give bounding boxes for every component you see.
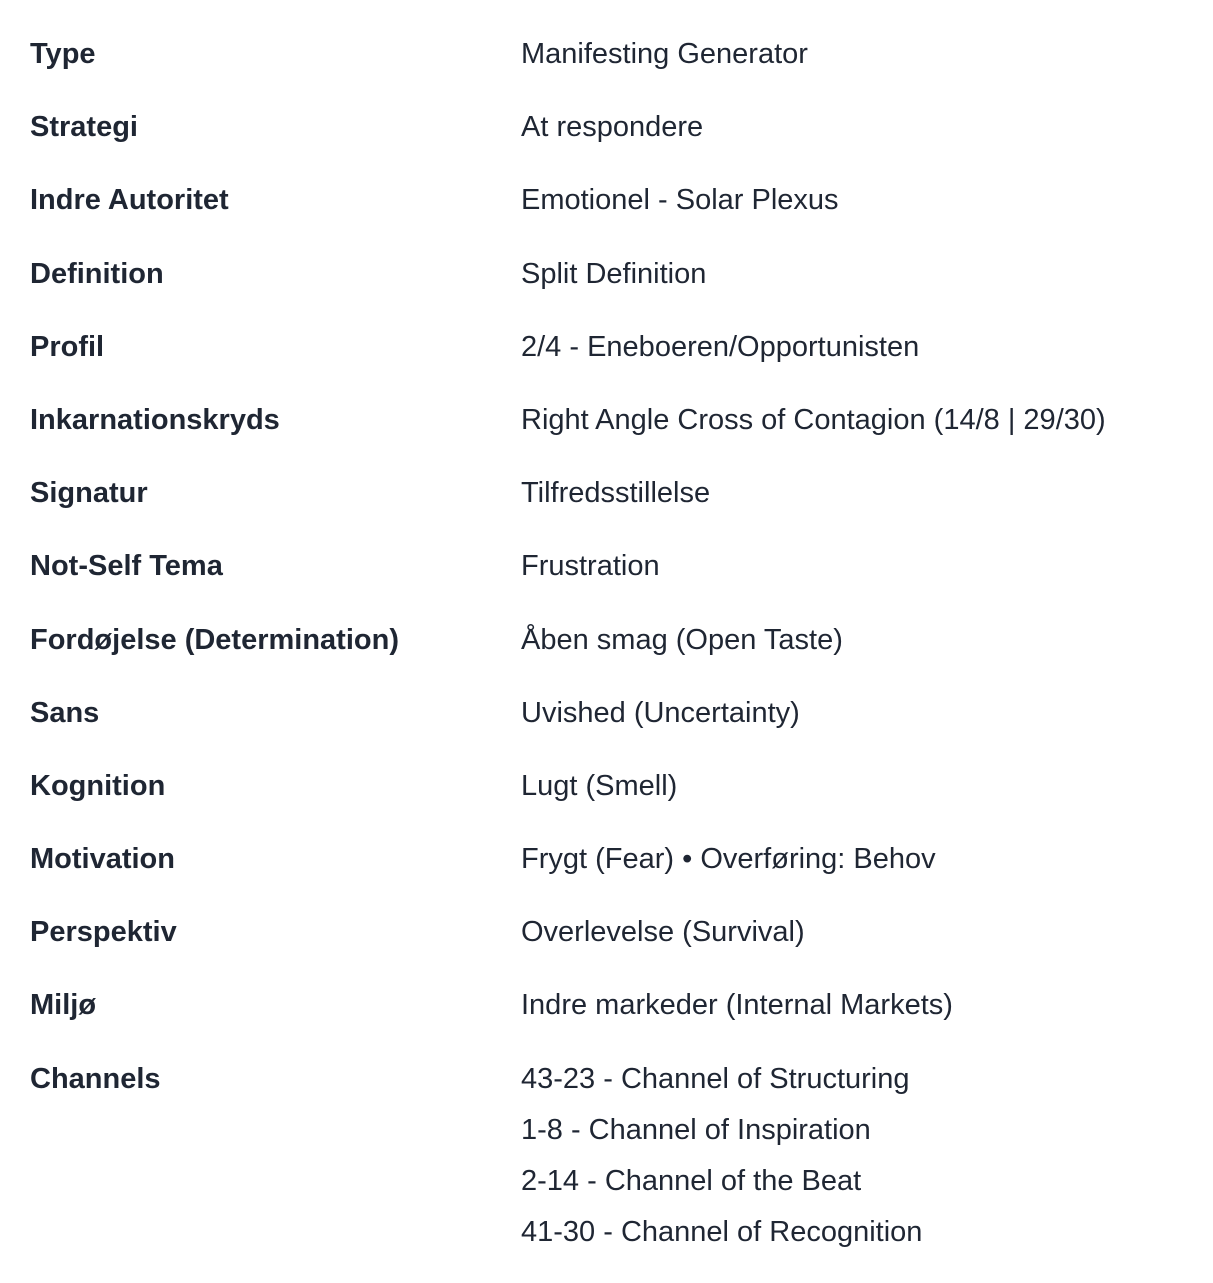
property-row-indre-autoritet [30, 180, 1200, 253]
property-value: Uvished (Uncertainty) [521, 696, 800, 729]
property-label: Strategi [30, 111, 138, 144]
property-row-profil [30, 327, 1200, 400]
property-row-strategi [30, 107, 1200, 180]
property-row-signatur [30, 473, 1200, 546]
property-row-inkarnationskryds [30, 400, 1200, 473]
property-row-not-self-tema [30, 546, 1200, 619]
channel-item: 2-14 - Channel of the Beat [521, 1164, 862, 1197]
property-value: Lugt (Smell) [521, 769, 678, 802]
property-row-sans [30, 693, 1200, 766]
property-row-channels [30, 1059, 1200, 1252]
property-value: Emotionel - Solar Plexus [521, 184, 839, 217]
property-row-miljoe [30, 985, 1200, 1058]
property-label: Miljø [30, 989, 97, 1022]
property-value: Frygt (Fear) • Overføring: Behov [521, 843, 936, 876]
property-row-kognition [30, 766, 1200, 839]
property-label: Sans [30, 696, 100, 729]
property-label: Perspektiv [30, 916, 177, 949]
property-row-fordoejelse [30, 620, 1200, 693]
property-value: Right Angle Cross of Contagion (14/8 | 29/30) [521, 403, 1106, 436]
property-label: Profil [30, 330, 105, 363]
property-label: Type [30, 38, 96, 70]
property-value: Manifesting Generator [521, 38, 808, 70]
properties-list [30, 34, 1200, 1252]
channel-item: 43-23 - Channel of Structuring [521, 1062, 910, 1095]
channels-list [521, 1059, 1200, 1252]
property-row-definition [30, 254, 1200, 327]
property-label: Inkarnationskryds [30, 403, 280, 436]
property-row-perspektiv [30, 912, 1200, 985]
channel-item: 41-30 - Channel of Recognition [521, 1215, 923, 1248]
property-row-motivation [30, 839, 1200, 912]
property-label: Signatur [30, 477, 148, 510]
property-label: Definition [30, 257, 164, 290]
property-label: Fordøjelse (Determination) [30, 623, 399, 656]
channel-item: 1-8 - Channel of Inspiration [521, 1113, 871, 1146]
property-value: Split Definition [521, 257, 707, 290]
property-label: Kognition [30, 769, 166, 802]
property-value: Frustration [521, 550, 660, 583]
property-row-type [30, 34, 1200, 107]
property-value: Tilfredsstillelse [521, 477, 711, 510]
property-label: Channels [30, 1062, 161, 1095]
property-label: Indre Autoritet [30, 184, 229, 217]
property-label: Motivation [30, 843, 175, 876]
property-value: At respondere [521, 111, 704, 144]
property-label: Not-Self Tema [30, 550, 223, 583]
property-value: Indre markeder (Internal Markets) [521, 989, 953, 1022]
property-value: Overlevelse (Survival) [521, 916, 805, 949]
property-value: 2/4 - Eneboeren/Opportunisten [521, 330, 920, 363]
property-value: Åben smag (Open Taste) [521, 623, 843, 656]
